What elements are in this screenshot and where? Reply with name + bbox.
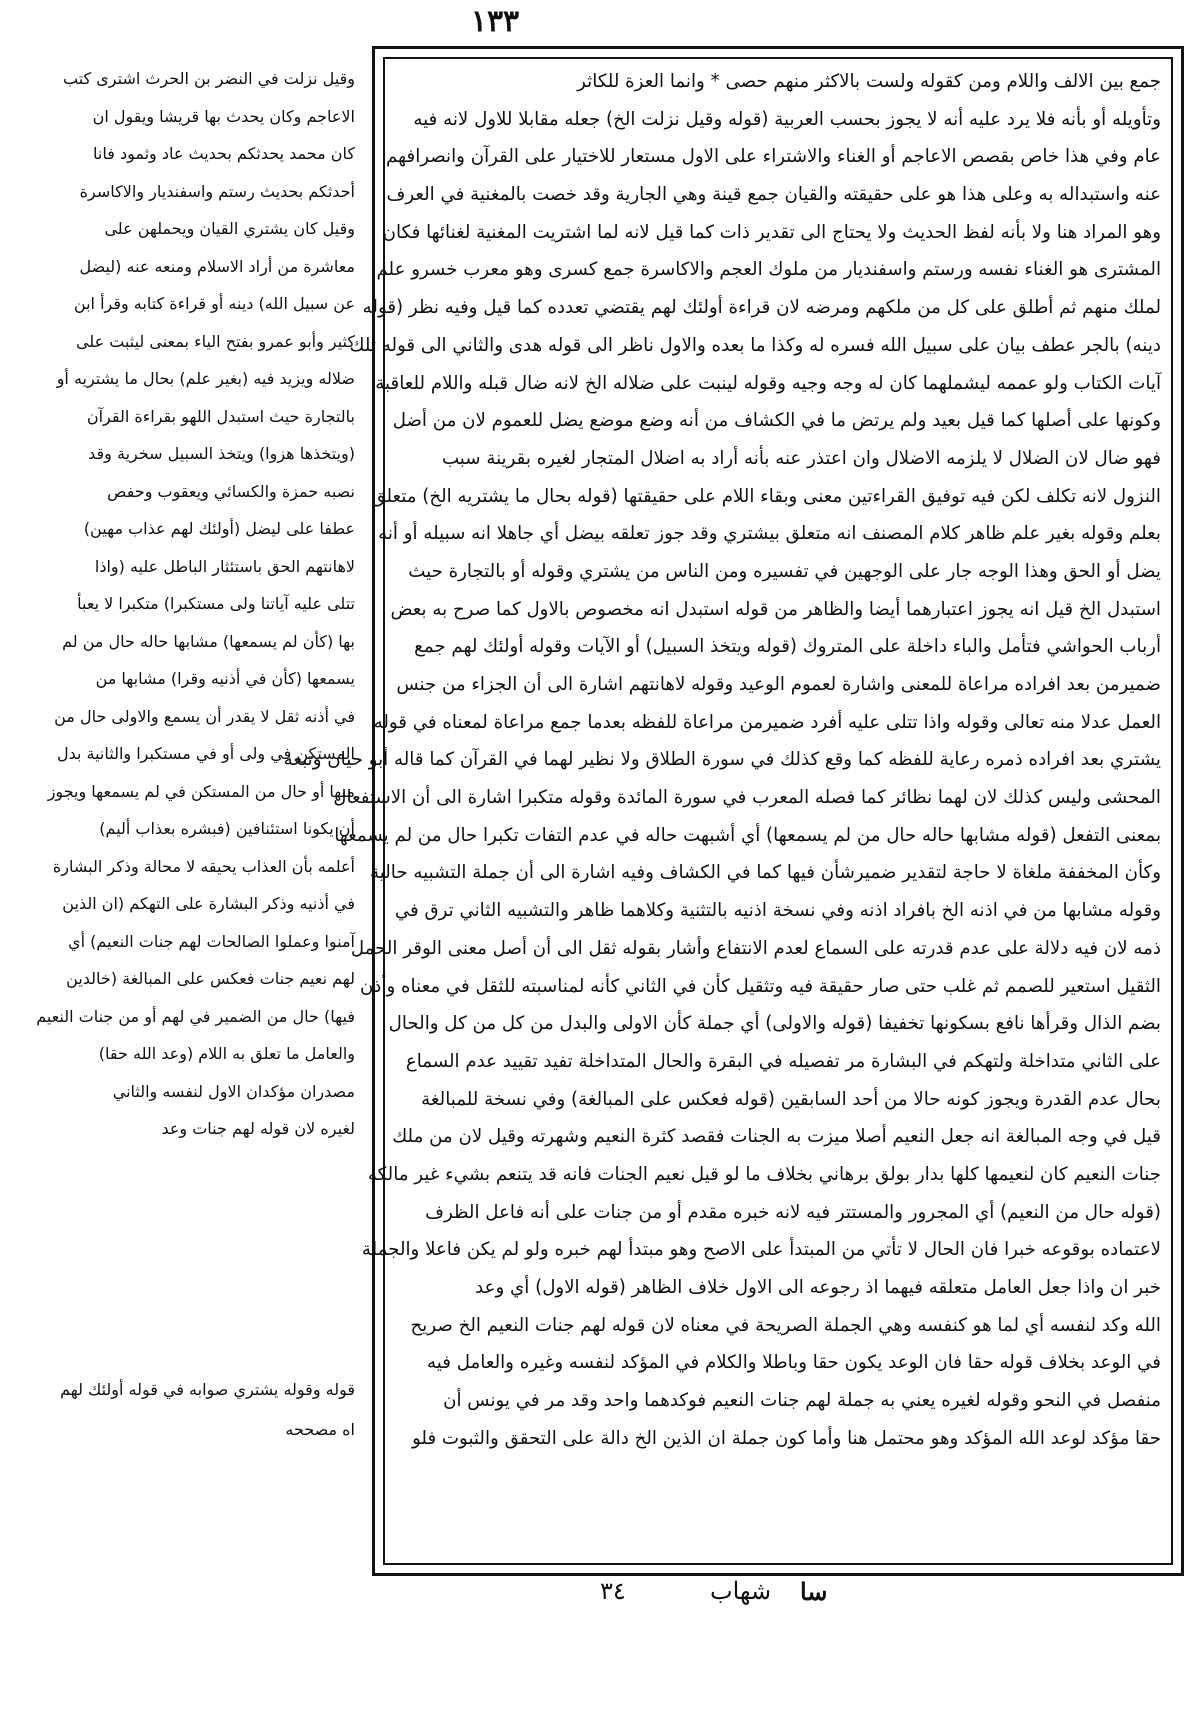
- main-text-line: وتأويله أو بأنه فلا يرد عليه أنه لا يجوز بحسب العربية (قوله وقيل نزلت الخ) جعله مقابلا للاول لانه فيه: [413, 108, 1161, 130]
- main-text-line: بمعنى التفعل (قوله مشابها حاله حال من لم يسمعها) أي أشبهت حاله في عدم التفات تكبرا حال من لم يسمعها: [334, 824, 1161, 846]
- main-text-line: يشتري بعد افراده ذمره رعاية للفظه كما وقع كذلك في سورة الطلاق ولا نظير لهما في القرآن كما قاله أبو حيان وتبعه: [283, 749, 1161, 771]
- margin-text-line: والعامل ما تعلق به اللام (وعد الله حقا): [98, 1044, 355, 1063]
- margin-footnote: [40, 1370, 355, 1450]
- main-text-line: قيل في وجه المبالغة انه جعل النعيم أصلا ميزت به الجنات فقصد كثرة النعيم وشهرته وقيل لان من ملك: [392, 1126, 1161, 1148]
- margin-text-line: لغيره لان قوله لهم جنات وعد: [161, 1119, 355, 1138]
- main-text-line: على الثاني متداخلة ولتهكم في البشارة مر تفصيله في البقرة والحال المتداخلة تفيد تقييد عدم السماع: [405, 1050, 1161, 1072]
- main-text-line: دينه) بالجر عطف بيان على سبيل الله فسره له وكذا ما بعده والاول ناظر الى قوله هدى والثاني الى قوله تلك: [349, 334, 1161, 356]
- main-text-line: ضميرمن بعد افراده مراعاة للمعنى واشارة لعموم الوعيد وقوله لاهانتهم اشارة الى أن الجزاء من جنس: [396, 674, 1161, 695]
- book-label: شهاب: [710, 1577, 772, 1605]
- main-text-line: خبر ان واذا جعل العامل متعلقه فيهما اذ رجوعه الى الاول خلاف الظاهر (قوله الاول) أي وعد: [475, 1277, 1161, 1298]
- margin-text-line: لهم نعيم جنات فعكس على المبالغة (خالدين: [66, 969, 355, 988]
- page-footer: [600, 1577, 1020, 1617]
- main-text-line: بحال عدم القدرة ويجوز كونه حالا من أحد السابقين (قوله فعكس على المبالغة) وفي نسخة للمبالغة: [421, 1088, 1161, 1110]
- main-text-line: لملك منهم ثم أطلق على كل من ملكهم ومرضه لان قراءة أولئك لهم يقتضي تعدده كما قيل وفيه نظر (قوله: [362, 297, 1161, 319]
- margin-text-line: يسمعها (كأن في أذنيه وقرا) مشابها من: [95, 669, 355, 688]
- main-text-line: الثقيل استعير للصمم ثم غلب حتى صار حقيقة فيه وتثقيل كأن في الثاني كأنه لمناسبته للثقل في معناه وأذن: [359, 975, 1161, 997]
- main-text-line: أرباب الحواشي فتأمل والباء داخلة على المتروك (قوله ويتخذ السبيل) أو الآيات وقوله أولئك لهم جمع: [414, 636, 1161, 658]
- margin-text-line: عطفا على ليضل (أولئك لهم عذاب مهين): [83, 519, 355, 538]
- margin-text-line: عن سبيل الله) دينه أو قراءة كتابه وقرأ ابن: [73, 294, 355, 313]
- main-text-line: وقوله مشابها من في اذنه الخ بافراد اذنه وفي نسخة اذنيه بالتثنية وكلاهما ظاهر والتشبيه الثاني ترق في: [394, 900, 1161, 922]
- margin-text-line: كان محمد يحدثكم بحديث عاد وثمود فانا: [93, 144, 355, 163]
- margin-text-line: وقيل كان يشتري القيان ويحملهن على: [104, 219, 355, 238]
- main-text-line: عنه واستبداله به وعلى هذا هو على حقيقته والقيان جمع قينة وهي الجارية وقد خصت بالمغنية في العرف: [386, 184, 1161, 206]
- margin-text-line: في أذنيه وذكر البشارة على التهكم (ان الذين: [62, 894, 355, 913]
- main-text-line: جنات النعيم كان لنعيمها كلها بدار بولق برهاني بخلاف ما لو قيل نعيم الجنات فانه قد يتنعم بشيء غير مالكه: [367, 1163, 1161, 1185]
- main-text-line: المحشى وليس كذلك لان لهما نظائر كما فصله المعرب في سورة المائدة وقوله متكبرا اشارة الى أن الاستفعال: [333, 787, 1161, 809]
- margin-text-line: أعلمه بأن العذاب يحيقه لا محالة وذكر البشارة: [52, 856, 355, 876]
- main-text-line: وهو المراد هنا ولا بأنه لفظ الحديث ولا يحتاج الى تقدير ذات كما قيل لانه لما اشتريت المغنية لغنائها فكان: [382, 221, 1161, 243]
- margin-text-line: المستكن في ولى أو في مستكبرا والثانية بدل: [56, 744, 355, 763]
- margin-commentary: [36, 60, 355, 1148]
- main-text-line: المشترى هو الغناء نفسه ورستم واسفنديار من ملوك العجم والاكاسرة جمع كسرى وهو معرب خسرو علم: [376, 259, 1161, 281]
- margin-text-line: بالتجارة حيث استبدل اللهو بقراءة القرآن: [86, 406, 355, 426]
- main-text-line: النزول لانه تكلف لكن فيه توفيق القراءتين معنى وبقاء اللام على حقيقتها (قوله بحال ما يشتريه الخ) متعلق: [371, 485, 1161, 507]
- margin-text-line: لاهانتهم الحق باستئثار الباطل عليه (واذا: [94, 556, 355, 576]
- margin-text-line: أحدثكم بحديث رستم واسفنديار والاكاسرة: [79, 181, 355, 201]
- margin-text-line: فيها) حال من الضمير في لهم أو من جنات النعيم: [36, 1006, 355, 1026]
- main-text-line: آيات الكتاب ولو عممه ليشملهما كان له وجه وجيه وقوله لينبت على ضلاله الخ لانه ضال قبله واللام للعاقبة: [375, 372, 1161, 394]
- main-text-line: الله وكد لنفسه أي لما هو كنفسه وهي الجملة الصريحة في معناه لان قوله لهم جنات النعيم الخ صريح: [410, 1314, 1161, 1336]
- margin-text-line: معاشرة من أراد الاسلام ومنعه عنه (ليضل: [79, 256, 355, 276]
- main-text-line: حقا مؤكد لوعد الله المؤكد وهو محتمل هنا وأما كون جملة ان الذين الخ دالة على التحقق والثبوت فلو: [412, 1427, 1161, 1449]
- main-text-line: ذمه لان فيه دلالة على عدم قدرته على السماع لعدم الانتفاع وأشار بقوله ثقل الى أن أصل معنى الوقر الحمل: [350, 937, 1161, 959]
- margin-text-line: نصبه حمزة والكسائي ويعقوب وحفص: [107, 481, 355, 501]
- margin-text-line: في أذنه ثقل لا يقدر أن يسمع والاولى حال من: [54, 706, 355, 726]
- main-text-line: وكونها على أصلها كما قيل بعيد ولم يرتض ما في الكشاف من أنه وضع موضع يضل للعموم لان من أضل: [392, 410, 1161, 432]
- folio-mark: سا: [800, 1577, 828, 1606]
- margin-text-line: (ويتخذها هزوا) ويتخذ السبيل سخرية وقد: [88, 444, 355, 463]
- margin-footnote-line: اه مصححه: [285, 1420, 355, 1439]
- main-text-line: استبدل الخ قيل انه يجوز اعتبارهما أيضا والظاهر من قوله استبدل انه مخصوص بالاول كما صرح به بعض: [390, 598, 1161, 620]
- page-number: ١٣٣: [470, 4, 520, 39]
- margin-text-line: الاعاجم وكان يحدث بها قريشا ويقول ان: [92, 106, 355, 126]
- margin-text-line: أن يكونا استئنافين (فبشره بعذاب أليم): [99, 819, 355, 838]
- main-text-line: يضل أو الحق وهذا الوجه جار على الوجهين في تفسيره ومن الناس من يشتري وقوله أو بالتجارة حيث: [408, 560, 1161, 582]
- margin-text-line: منها أو حال من المستكن في لم يسمعها ويجوز: [47, 781, 355, 801]
- main-text-line: عام وفي هذا خاص بقصص الاعاجم أو الغناء والاشتراء على الاول مستعار للاختيار على القرآن وانصرافهم: [386, 146, 1161, 168]
- signature-number: ٣٤: [600, 1577, 626, 1605]
- main-text-line: العمل عدلا منه تعالى وقوله واذا تتلى عليه أفرد ضميرمن مراعاة للفظه بعدما جمع مراعاة لمعناه في قوله: [373, 711, 1161, 733]
- margin-footnote-line: قوله وقوله يشتري صوابه في قوله أولئك لهم: [60, 1380, 355, 1399]
- margin-text-line: تتلى عليه آياتنا ولى مستكبرا) متكبرا لا يعبأ: [77, 594, 355, 613]
- main-text-line: في الوعد بخلاف قوله حقا فان الوعد يكون حقا وباطلا والكلام في المؤكد لنفسه وغيره والعامل فيه: [427, 1352, 1161, 1374]
- margin-text-line: آمنوا وعملوا الصالحات لهم جنات النعيم) أي: [68, 931, 355, 951]
- main-text-line: (قوله حال من النعيم) أي المجرور والمستتر فيه لانه خبره مقدم أو من جنات على أنه فاعل الظرف: [425, 1201, 1161, 1223]
- main-text-line: بضم الذال وقرأها نافع بسكونها تخفيفا (قوله والاولى) أي جملة كأن الاولى والبدل من كل من كل والحال: [388, 1013, 1161, 1035]
- margin-text-line: كثير وأبو عمرو بفتح الياء بمعنى ليثبت على: [75, 331, 355, 351]
- margin-text-line: مصدران مؤكدان الاول لنفسه والثاني: [112, 1081, 355, 1101]
- margin-text-line: ضلاله ويزيد فيه (بغير علم) بحال ما يشتريه أو: [56, 369, 355, 388]
- main-text-line: بعلم وقوله بغير علم ظاهر كلام المصنف انه متعلق بيشتري وقد جوز تعلقه بيضل أي جاهلا انه سبيله أو أنه: [378, 523, 1161, 545]
- main-text-line: فهو ضال لان الضلال لا يلزمه الاضلال وان اعتذر عنه بأنه أراد به اضلال المتجار لغيره بقرينة سبب: [441, 447, 1161, 469]
- margin-text-line: بها (كأن لم يسمعها) مشابها حاله حال من لم: [62, 631, 355, 651]
- main-text-line: لاعتماده بوقوعه خبرا فان الحال لا تأتي من المبتدأ على الاصح وهو مبتدأ لهم خبره ولو لم يكن فاعلا والجملة: [361, 1239, 1161, 1261]
- main-text-line: منفصل في النحو وقوله لغيره يعني به جملة لهم جنات النعيم فوكدهما واحد وقد مر في يونس أن: [443, 1390, 1161, 1412]
- main-text-line: وكأن المخففة ملغاة لا حاجة لتقدير ضميرشأن فيها كما في الكشاف وفيه اشارة الى أن جملة التشبيه حالية: [370, 862, 1161, 884]
- margin-text-line: وقيل نزلت في النضر بن الحرث اشترى كتب: [63, 69, 355, 88]
- main-text-line: جمع بين الالف واللام ومن كقوله ولست بالاكثر منهم حصى * وانما العزة للكاثر: [577, 71, 1161, 92]
